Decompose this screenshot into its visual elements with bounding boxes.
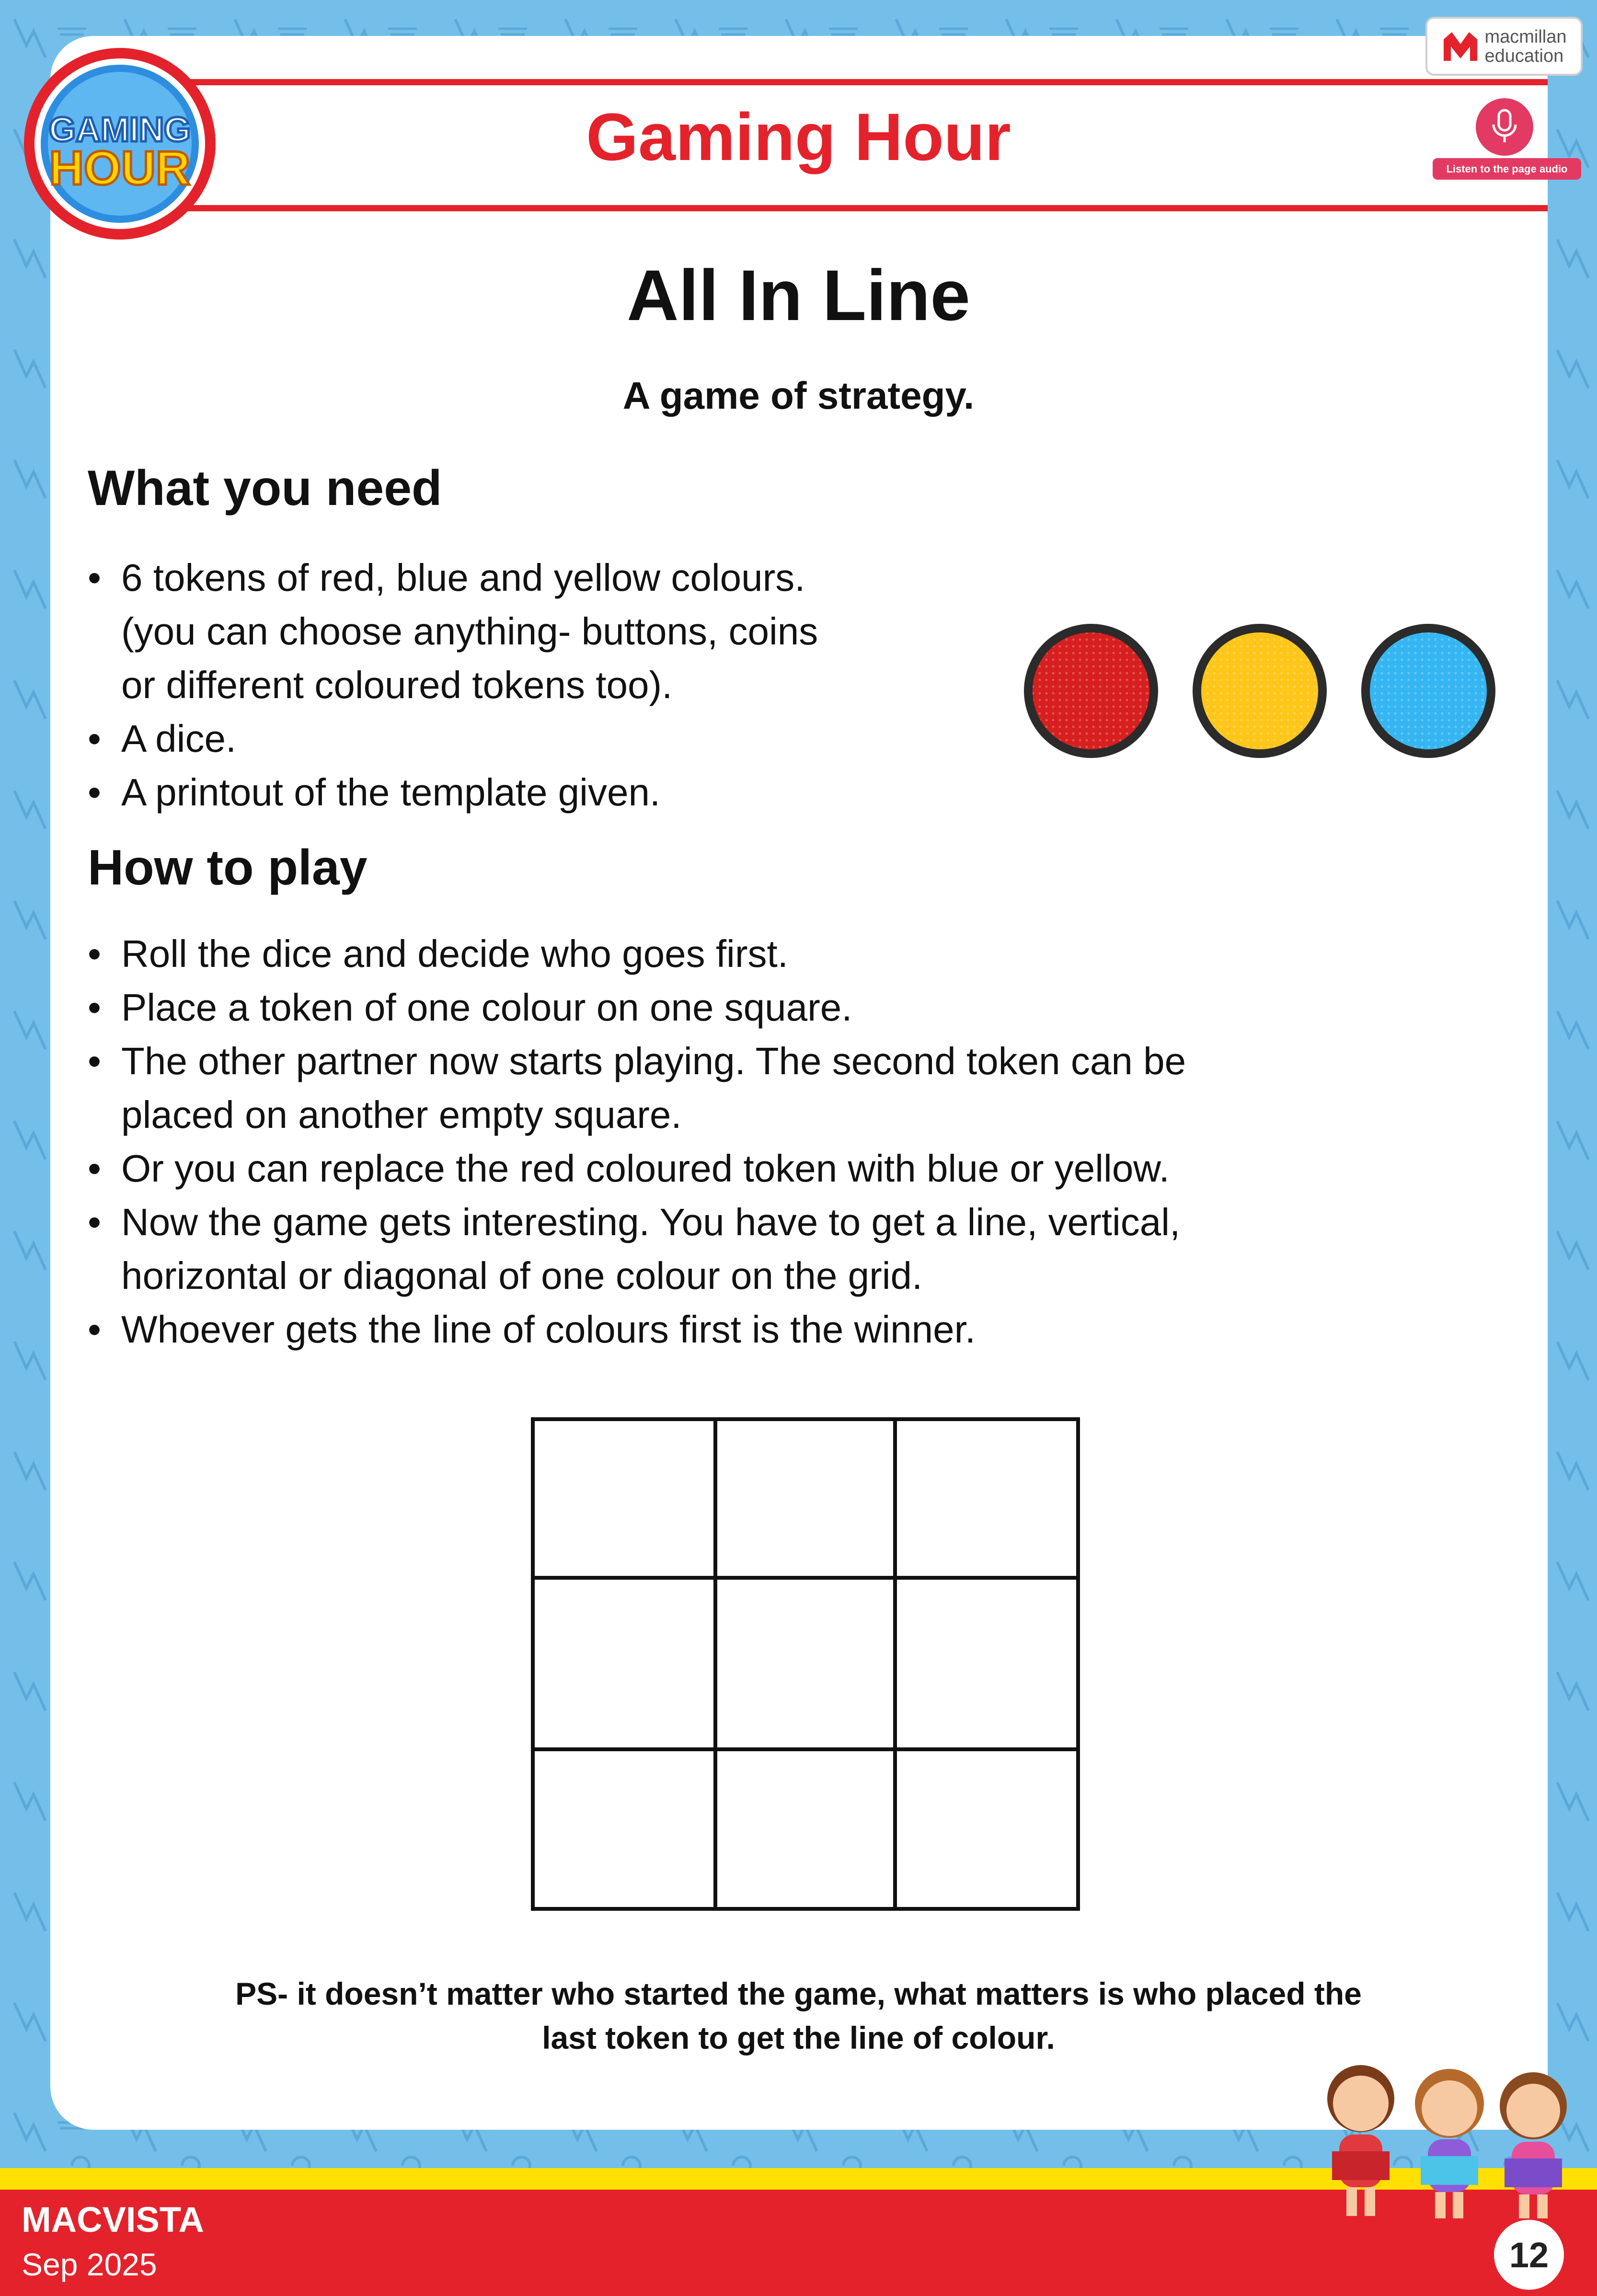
publisher-name-line1: macmillan [1484, 26, 1567, 47]
issue-date: Sep 2025 [22, 2247, 157, 2282]
blue-token-icon [1361, 624, 1495, 758]
kid-right [1500, 2072, 1567, 2218]
list-item: • Now the game gets interesting. You have to get a line, vertical, horizontal or diagonal of one colour on the grid. [88, 1195, 1186, 1303]
list-item: • Or you can replace the red coloured token with blue or yellow. [88, 1142, 1186, 1195]
yellow-token-icon [1193, 624, 1327, 758]
section-title: Gaming Hour [586, 99, 1011, 174]
needs-list [88, 551, 818, 819]
red-token-icon [1024, 624, 1158, 758]
page-audio-control[interactable] [1433, 98, 1581, 180]
list-item: • 6 tokens of red, blue and yellow colours. (you can choose anything- buttons, coins or different coloured tokens too). [88, 551, 818, 712]
kid-middle [1415, 2069, 1484, 2218]
publisher-name-line2: education [1484, 46, 1564, 66]
kid-left [1327, 2065, 1394, 2216]
magazine-name: MACVISTA [22, 2200, 204, 2239]
ps-note: PS- it doesn’t matter who started the game, what matters is who placed the last token to get the line of colour. [235, 1976, 1362, 2055]
publisher-logo [1425, 17, 1583, 76]
gaming-hour-logo [19, 43, 220, 244]
game-grid-template [531, 1417, 1080, 1911]
steps-list [88, 927, 1186, 1356]
logo-text-top: GAMING [49, 111, 191, 149]
token-illustration [1023, 623, 1497, 762]
game-title: All In Line [627, 255, 970, 335]
reading-kids-illustration [1313, 2055, 1581, 2228]
page-number: 12 [1494, 2220, 1564, 2290]
list-item: • Whoever gets the line of colours first is the winner. [88, 1303, 1186, 1356]
what-you-need-heading: What you need [88, 460, 442, 516]
macmillan-m-icon [1441, 30, 1480, 63]
list-item: • The other partner now starts playing. The second token can be placed on another empty square. [88, 1034, 1186, 1142]
list-item: • Place a token of one colour on one square. [88, 981, 1186, 1034]
microphone-icon[interactable] [1476, 98, 1533, 156]
list-item: • A printout of the template given. [88, 766, 818, 819]
audio-label[interactable]: Listen to the page audio [1433, 158, 1581, 180]
how-to-play-heading: How to play [88, 840, 368, 895]
game-subtitle: A game of strategy. [622, 374, 975, 417]
list-item: • Roll the dice and decide who goes first. [88, 927, 1186, 981]
logo-text-bottom: HOUR [49, 141, 191, 195]
list-item: • A dice. [88, 712, 818, 766]
